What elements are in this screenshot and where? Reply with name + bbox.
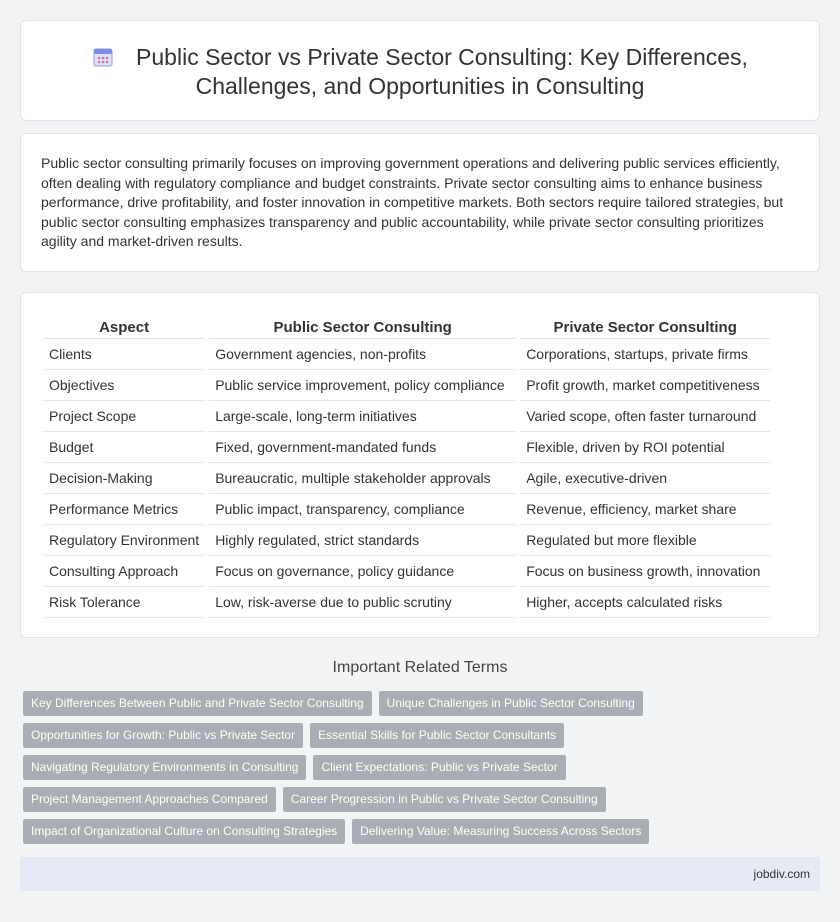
table-row xyxy=(43,432,770,463)
public-cell: Focus on governance, policy guidance xyxy=(209,556,516,587)
related-terms-title: Important Related Terms xyxy=(332,659,508,676)
table-row xyxy=(43,401,770,432)
header-public: Public Sector Consulting xyxy=(209,317,516,339)
public-cell: Public service improvement, policy compliance xyxy=(209,370,516,401)
header-aspect: Aspect xyxy=(43,317,205,339)
related-term-link[interactable]: Navigating Regulatory Environments in Consulting xyxy=(23,755,306,780)
aspect-cell: Risk Tolerance xyxy=(43,587,205,618)
public-cell: Low, risk-averse due to public scrutiny xyxy=(209,587,516,618)
table-row xyxy=(43,525,770,556)
related-term-link[interactable]: Unique Challenges in Public Sector Consulting xyxy=(379,691,643,716)
aspect-cell: Consulting Approach xyxy=(43,556,205,587)
header-private: Private Sector Consulting xyxy=(520,317,770,339)
comparison-table xyxy=(43,317,770,618)
related-term-link[interactable]: Client Expectations: Public vs Private Sector xyxy=(313,755,565,780)
private-cell: Corporations, startups, private firms xyxy=(520,339,770,370)
private-cell: Higher, accepts calculated risks xyxy=(520,587,770,618)
aspect-cell: Performance Metrics xyxy=(43,494,205,525)
table-row xyxy=(43,494,770,525)
private-cell: Varied scope, often faster turnaround xyxy=(520,401,770,432)
aspect-cell: Decision-Making xyxy=(43,463,205,494)
related-term-link[interactable]: Key Differences Between Public and Private Sector Consulting xyxy=(23,691,372,716)
public-cell: Government agencies, non-profits xyxy=(209,339,516,370)
intro-card xyxy=(20,133,820,272)
related-term-link[interactable]: Essential Skills for Public Sector Consultants xyxy=(310,723,564,748)
private-cell: Agile, executive-driven xyxy=(520,463,770,494)
public-cell: Fixed, government-mandated funds xyxy=(209,432,516,463)
table-row xyxy=(43,463,770,494)
aspect-cell: Clients xyxy=(43,339,205,370)
table-row xyxy=(43,339,770,370)
private-cell: Regulated but more flexible xyxy=(520,525,770,556)
calendar-icon xyxy=(92,46,114,68)
private-cell: Flexible, driven by ROI potential xyxy=(520,432,770,463)
intro-paragraph: Public sector consulting primarily focuses on improving government operations and delivering public services efficiently, often dealing with regulatory compliance and budget constraints. Private sector consulting aims to enhance business performance, drive profitability, and foster innovation in competitive markets. Both sectors require tailored strategies, but public sector consulting emphasizes transparency and public accountability, while private sector consulting prioritizes agility and market-driven results. xyxy=(41,155,784,250)
footer-site-link[interactable]: jobdiv.com xyxy=(753,867,810,881)
table-row xyxy=(43,587,770,618)
related-term-link[interactable]: Career Progression in Public vs Private Sector Consulting xyxy=(283,787,606,812)
tag-row xyxy=(23,723,663,748)
private-cell: Revenue, efficiency, market share xyxy=(520,494,770,525)
related-term-link[interactable]: Project Management Approaches Compared xyxy=(23,787,276,812)
aspect-cell: Regulatory Environment xyxy=(43,525,205,556)
table-row xyxy=(43,370,770,401)
public-cell: Highly regulated, strict standards xyxy=(209,525,516,556)
header-card xyxy=(20,20,820,121)
tag-row xyxy=(23,819,663,844)
related-term-link[interactable]: Delivering Value: Measuring Success Across Sectors xyxy=(352,819,649,844)
header xyxy=(21,43,819,101)
private-cell: Focus on business growth, innovation xyxy=(520,556,770,587)
tag-row xyxy=(23,691,663,716)
related-terms-list xyxy=(23,691,663,851)
table-header-row xyxy=(43,317,770,339)
comparison-card xyxy=(20,292,820,638)
page-title-text: Public Sector vs Private Sector Consulting: Key Differences, Challenges, and Opportunities in Consulting xyxy=(136,44,748,99)
aspect-cell: Budget xyxy=(43,432,205,463)
public-cell: Bureaucratic, multiple stakeholder approvals xyxy=(209,463,516,494)
page-title xyxy=(21,43,819,101)
public-cell: Public impact, transparency, compliance xyxy=(209,494,516,525)
public-cell: Large-scale, long-term initiatives xyxy=(209,401,516,432)
footer xyxy=(20,857,820,891)
table-row xyxy=(43,556,770,587)
aspect-cell: Objectives xyxy=(43,370,205,401)
tag-row xyxy=(23,755,663,780)
related-term-link[interactable]: Opportunities for Growth: Public vs Private Sector xyxy=(23,723,303,748)
private-cell: Profit growth, market competitiveness xyxy=(520,370,770,401)
tag-row xyxy=(23,787,663,812)
aspect-cell: Project Scope xyxy=(43,401,205,432)
related-term-link[interactable]: Impact of Organizational Culture on Consulting Strategies xyxy=(23,819,345,844)
